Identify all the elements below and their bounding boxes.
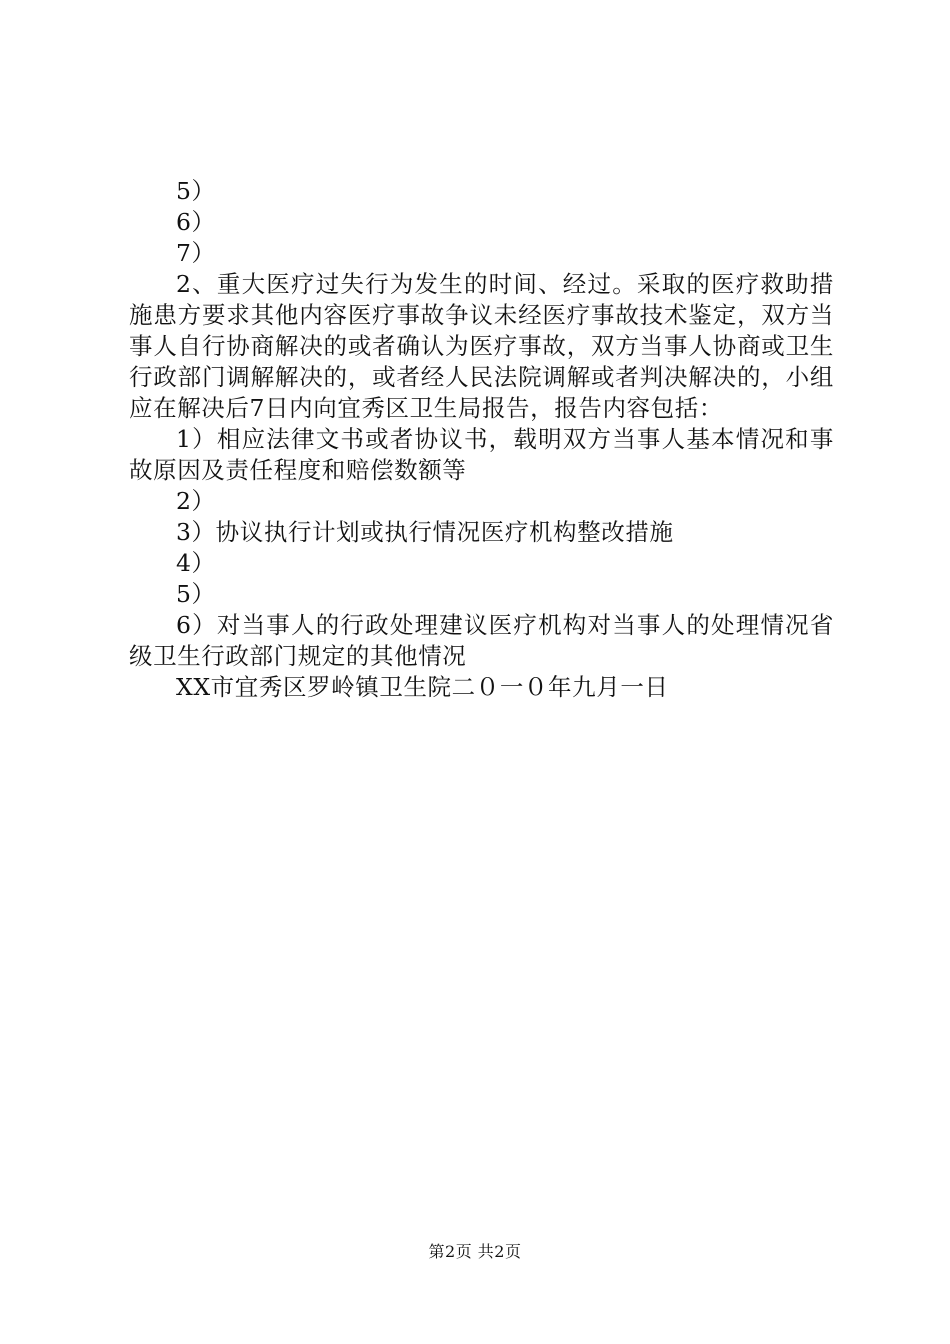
report-item-5: 5）	[176, 580, 216, 608]
report-item-4: 4）	[176, 549, 216, 577]
signature-date-line: XX市宜秀区罗岭镇卫生院二０一０年九月一日	[176, 673, 669, 701]
report-item-1: 1）相应法律文书或者协议书，载明双方当事人基本情况和事故原因及责任程度和赔偿数额等	[129, 425, 834, 484]
list-item-5: 5）	[176, 177, 216, 205]
report-item-3: 3）协议执行计划或执行情况医疗机构整改措施	[176, 518, 674, 546]
report-item-6: 6）对当事人的行政处理建议医疗机构对当事人的处理情况省级卫生行政部门规定的其他情况	[129, 611, 834, 670]
report-item-2: 2）	[176, 487, 216, 515]
list-item-7: 7）	[176, 239, 216, 267]
list-item-6: 6）	[176, 208, 216, 236]
document-body	[129, 176, 834, 703]
section-2-paragraph: 2、重大医疗过失行为发生的时间、经过。采取的医疗救助措施患方要求其他内容医疗事故争议未经医疗事故技术鉴定，双方当事人自行协商解决的或者确认为医疗事故，双方当事人协商或卫生行政部门调解解决的，或者经人民法院调解或者判决解决的，小组应在解决后7日内向宜秀区卫生局报告，报告内容包括：	[129, 270, 834, 422]
page-number-footer: 第2页 共2页	[428, 1242, 522, 1261]
